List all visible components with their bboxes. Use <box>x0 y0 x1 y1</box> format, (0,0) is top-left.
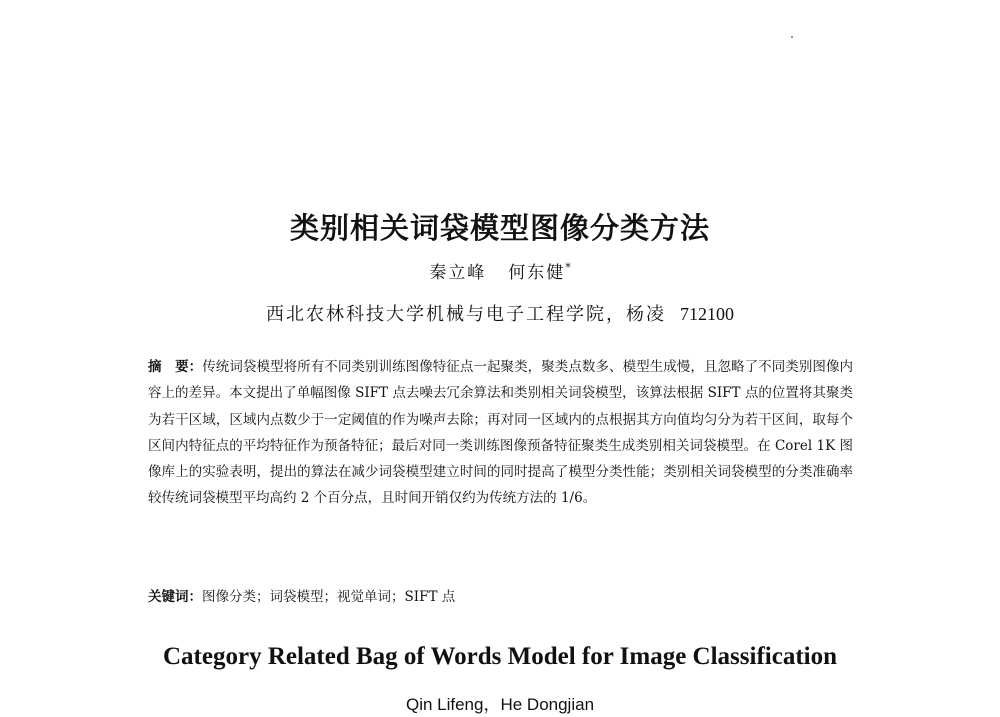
postal-code: 712100 <box>680 304 734 324</box>
abstract-text: 传统词袋模型将所有不同类别训练图像特征点一起聚类，聚类点数多、模型生成慢，且忽略了不同类别图像内容上的差异。本文提出了单幅图像 SIFT 点去噪去冗余算法和类别相关词袋模型，该算法根据 SIFT 点的位置将其聚类为若干区域，区域内点数少于一定阈值的作为噪声去除；再对同一区域内的点根据其方向值均匀分为若干区间，取每个区间内特征点的平均特征作为预备特征；最后对同一类训练图像预备特征聚类生成类别相关词袋模型。在 Corel 1K 图像库上的实验表明，提出的算法在减少词袋模型建立时间的同时提高了模型分类性能；类别相关词袋模型的分类准确率较传统词袋模型平均高约 2 个百分点，且时间开销仅约为传统方法的 1/6。 <box>148 359 854 507</box>
corresponding-author-mark: * <box>565 261 571 274</box>
keywords-text: 图像分类；词袋模型；视觉单词；SIFT 点 <box>202 589 456 605</box>
scan-speck <box>791 36 793 38</box>
paper-title-english: Category Related Bag of Words Model for Image Classification <box>163 643 837 670</box>
paper-title-chinese: 类别相关词袋模型图像分类方法 <box>289 211 710 245</box>
keywords-label: 关键词： <box>148 589 202 605</box>
keywords-chinese <box>148 584 853 610</box>
affiliation-text: 西北农林科技大学机械与电子工程学院，杨凌 <box>266 304 666 325</box>
author-list-chinese <box>0 258 1000 283</box>
author-name: 何东健 <box>508 263 566 283</box>
abstract-label: 摘 要： <box>148 359 203 375</box>
author-name: 秦立峰 <box>429 263 487 283</box>
abstract-chinese <box>148 354 853 512</box>
author-list-english: Qin Lifeng，He Dongjian <box>405 695 595 714</box>
affiliation-chinese <box>0 300 1000 326</box>
